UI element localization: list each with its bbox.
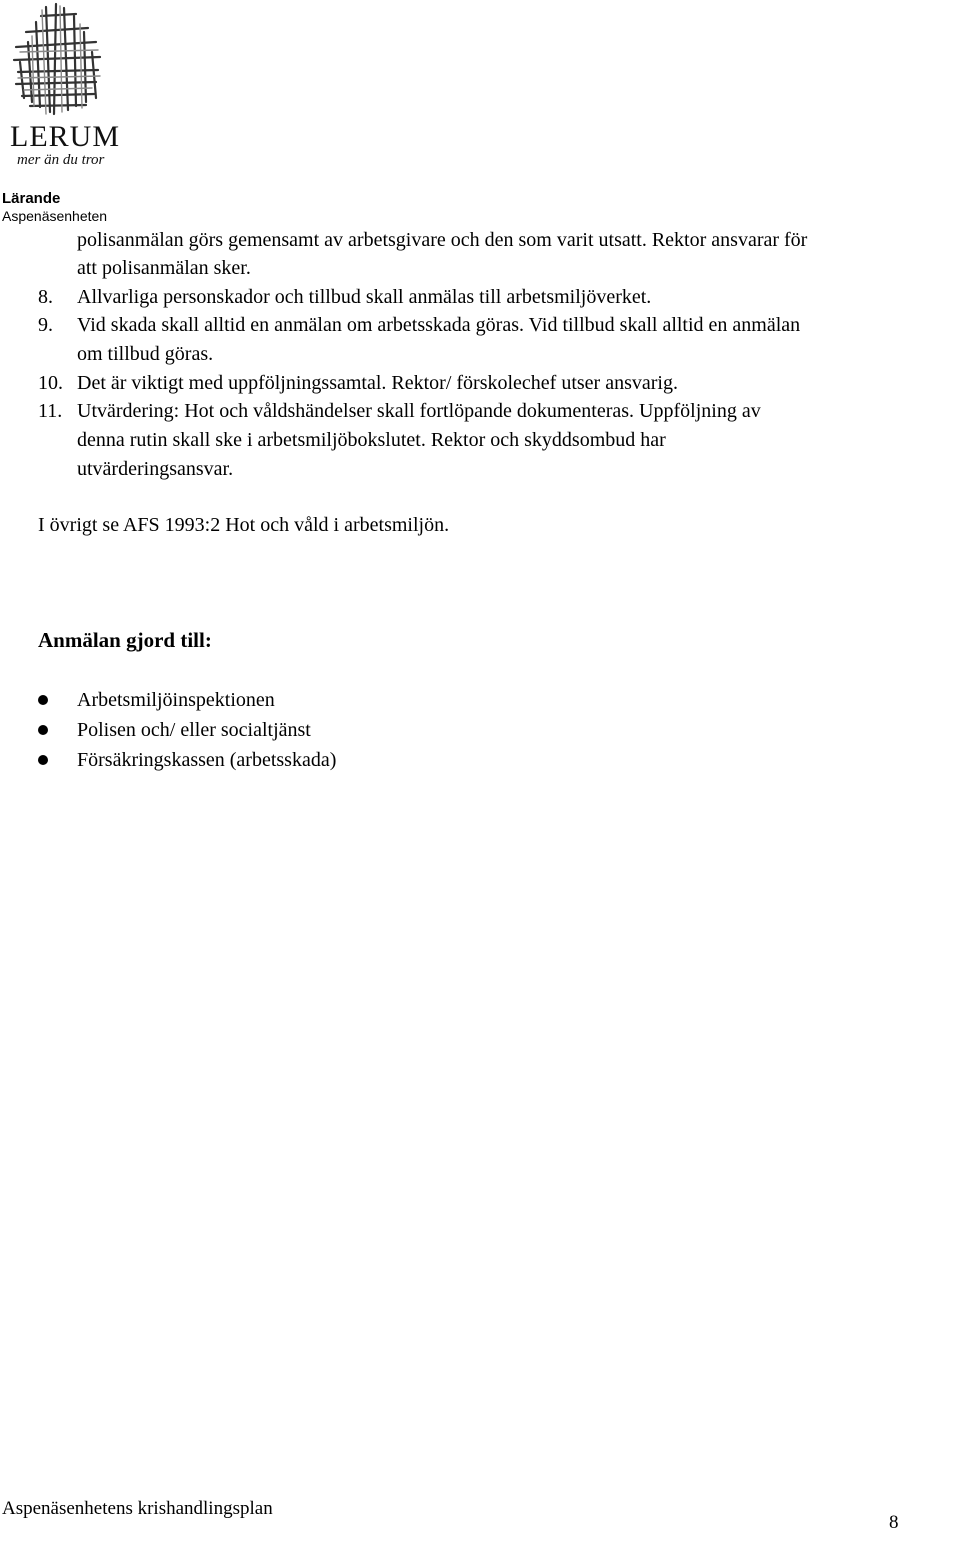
list-item-text: Allvarliga personskador och tillbud skall anmälas till arbetsmiljöverket. (77, 286, 652, 308)
logo-tagline: mer än du tror (17, 152, 105, 168)
header-subtitle: Aspenäsenheten (2, 208, 108, 224)
list-number: 10. (38, 372, 63, 394)
reported-item-label: Arbetsmiljöinspektionen (77, 689, 275, 711)
list-item-text: Det är viktigt med uppföljningssamtal. Rektor/ förskolechef utser ansvarig. (77, 372, 678, 394)
logo-name: LERUM (10, 120, 120, 153)
list-number: 11. (38, 400, 63, 422)
continuation-line: polisanmälan görs gemensamt av arbetsgivare och den som varit utsatt. Rektor ansvarar för (77, 229, 808, 251)
reported-heading: Anmälan gjord till: (38, 628, 212, 652)
bullet-icon (38, 755, 48, 765)
afs-note: I övrigt se AFS 1993:2 Hot och våld i arbetsmiljön. (38, 514, 450, 536)
list-item-text: om tillbud göras. (77, 343, 214, 365)
list-item-text: Utvärdering: Hot och våldshändelser skall fortlöpande dokumenteras. Uppföljning av (77, 400, 761, 422)
header-title: Lärande (2, 190, 61, 207)
reported-item-label: Polisen och/ eller socialtjänst (77, 719, 311, 741)
continuation-line: att polisanmälan sker. (77, 257, 251, 279)
footer-text: Aspenäsenhetens krishandlingsplan (2, 1498, 273, 1519)
list-number: 9. (38, 314, 53, 336)
list-item-text: utvärderingsansvar. (77, 458, 234, 480)
lerum-logo (6, 2, 120, 172)
list-item-text: denna rutin skall ske i arbetsmiljöbokslutet. Rektor och skyddsombud har (77, 429, 666, 451)
reported-item-label: Försäkringskassen (arbetsskada) (77, 749, 337, 771)
bullet-icon (38, 725, 48, 735)
bullet-icon (38, 695, 48, 705)
page-number: 8 (889, 1512, 899, 1533)
lerum-logo-mark (6, 2, 106, 120)
list-item-text: Vid skada skall alltid en anmälan om arbetsskada göras. Vid tillbud skall alltid en anmälan (77, 314, 801, 336)
list-number: 8. (38, 286, 53, 308)
